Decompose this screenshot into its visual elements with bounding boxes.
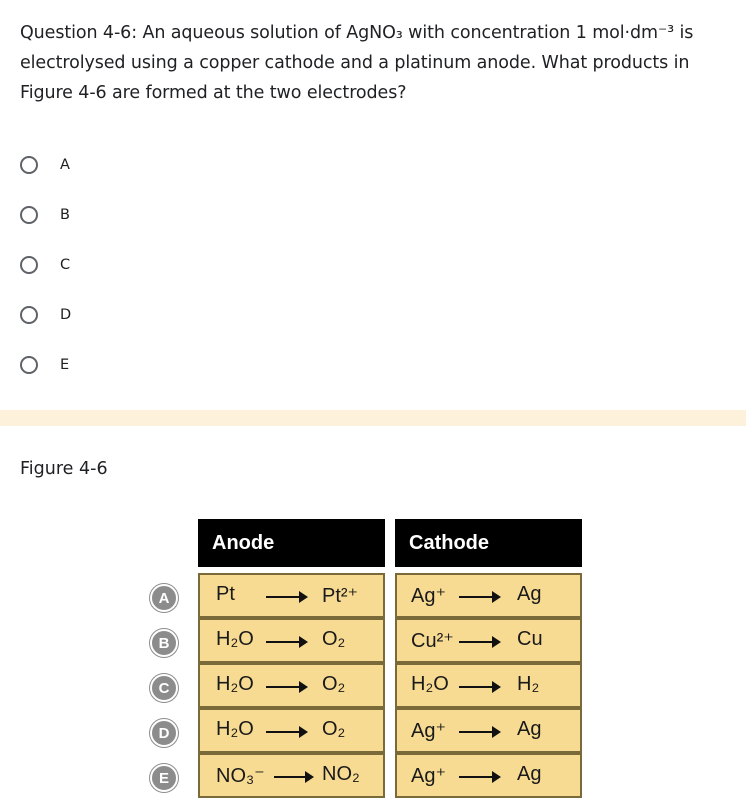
arrow-icon bbox=[266, 731, 306, 733]
anode-cell-d bbox=[198, 708, 385, 753]
option-label-e: E bbox=[60, 357, 70, 373]
option-a[interactable] bbox=[20, 140, 71, 190]
option-label-d: D bbox=[60, 307, 72, 323]
anode-reactant: Pt bbox=[216, 583, 235, 605]
section-divider bbox=[0, 410, 746, 426]
cathode-cell-b bbox=[395, 618, 582, 663]
option-c[interactable] bbox=[20, 240, 71, 290]
row-badge-b: B bbox=[150, 629, 178, 657]
anode-reactant: H₂O bbox=[216, 628, 254, 650]
anode-cell-b bbox=[198, 618, 385, 663]
cathode-product: H₂ bbox=[517, 673, 540, 695]
cathode-reactant: Ag⁺ bbox=[411, 720, 447, 742]
arrow-icon bbox=[459, 641, 499, 643]
anode-reactant: NO₃⁻ bbox=[216, 765, 265, 787]
cathode-cell-e bbox=[395, 753, 582, 798]
option-b[interactable] bbox=[20, 190, 71, 240]
header-anode: Anode bbox=[198, 519, 385, 567]
option-d[interactable] bbox=[20, 290, 71, 340]
table-row-a bbox=[150, 573, 590, 618]
arrow-icon bbox=[266, 641, 306, 643]
cathode-cell-d bbox=[395, 708, 582, 753]
arrow-icon bbox=[459, 596, 499, 598]
radio-button-b[interactable] bbox=[20, 206, 38, 224]
radio-button-e[interactable] bbox=[20, 356, 38, 374]
anode-product: O₂ bbox=[322, 718, 346, 740]
table-row-b bbox=[150, 618, 590, 663]
table-row-e bbox=[150, 753, 590, 798]
radio-button-d[interactable] bbox=[20, 306, 38, 324]
cathode-cell-c bbox=[395, 663, 582, 708]
anode-product: O₂ bbox=[322, 673, 346, 695]
table-row-c bbox=[150, 663, 590, 708]
cathode-product: Ag bbox=[517, 763, 542, 785]
radio-button-c[interactable] bbox=[20, 256, 38, 274]
row-badge-a: A bbox=[150, 584, 178, 612]
cathode-reactant: Ag⁺ bbox=[411, 585, 447, 607]
radio-button-a[interactable] bbox=[20, 156, 38, 174]
question-text: Question 4-6: An aqueous solution of AgNO₃ with concentration 1 mol·dm⁻³ is electrolysed using a copper cathode and a platinum anode. What products in Figure 4-6 are formed at the two electrodes? bbox=[20, 23, 694, 103]
cathode-product: Cu bbox=[517, 628, 543, 650]
anode-product: Pt²⁺ bbox=[322, 585, 359, 607]
anode-cell-c bbox=[198, 663, 385, 708]
anode-cell-e bbox=[198, 753, 385, 798]
arrow-icon bbox=[459, 776, 499, 778]
cathode-reactant: Cu²⁺ bbox=[411, 630, 454, 652]
cathode-product: Ag bbox=[517, 583, 542, 605]
arrow-icon bbox=[274, 776, 312, 778]
row-badge-d: D bbox=[150, 719, 178, 747]
option-e[interactable] bbox=[20, 340, 71, 390]
cathode-reactant: Ag⁺ bbox=[411, 765, 447, 787]
anode-product: NO₂ bbox=[322, 763, 360, 785]
cathode-product: Ag bbox=[517, 718, 542, 740]
arrow-icon bbox=[266, 686, 306, 688]
option-label-a: A bbox=[60, 157, 70, 173]
row-badge-c: C bbox=[150, 674, 178, 702]
anode-product: O₂ bbox=[322, 628, 346, 650]
option-label-b: B bbox=[60, 207, 70, 223]
cathode-reactant: H₂O bbox=[411, 673, 449, 695]
anode-reactant: H₂O bbox=[216, 718, 254, 740]
table-row-d bbox=[150, 708, 590, 753]
answer-options bbox=[20, 140, 71, 390]
figure-label: Figure 4-6 bbox=[20, 459, 108, 479]
anode-reactant: H₂O bbox=[216, 673, 254, 695]
anode-cell-a bbox=[198, 573, 385, 618]
row-badge-e: E bbox=[150, 764, 178, 792]
header-cathode: Cathode bbox=[395, 519, 582, 567]
cathode-cell-a bbox=[395, 573, 582, 618]
arrow-icon bbox=[459, 731, 499, 733]
arrow-icon bbox=[459, 686, 499, 688]
option-label-c: C bbox=[60, 257, 71, 273]
arrow-icon bbox=[266, 596, 306, 598]
